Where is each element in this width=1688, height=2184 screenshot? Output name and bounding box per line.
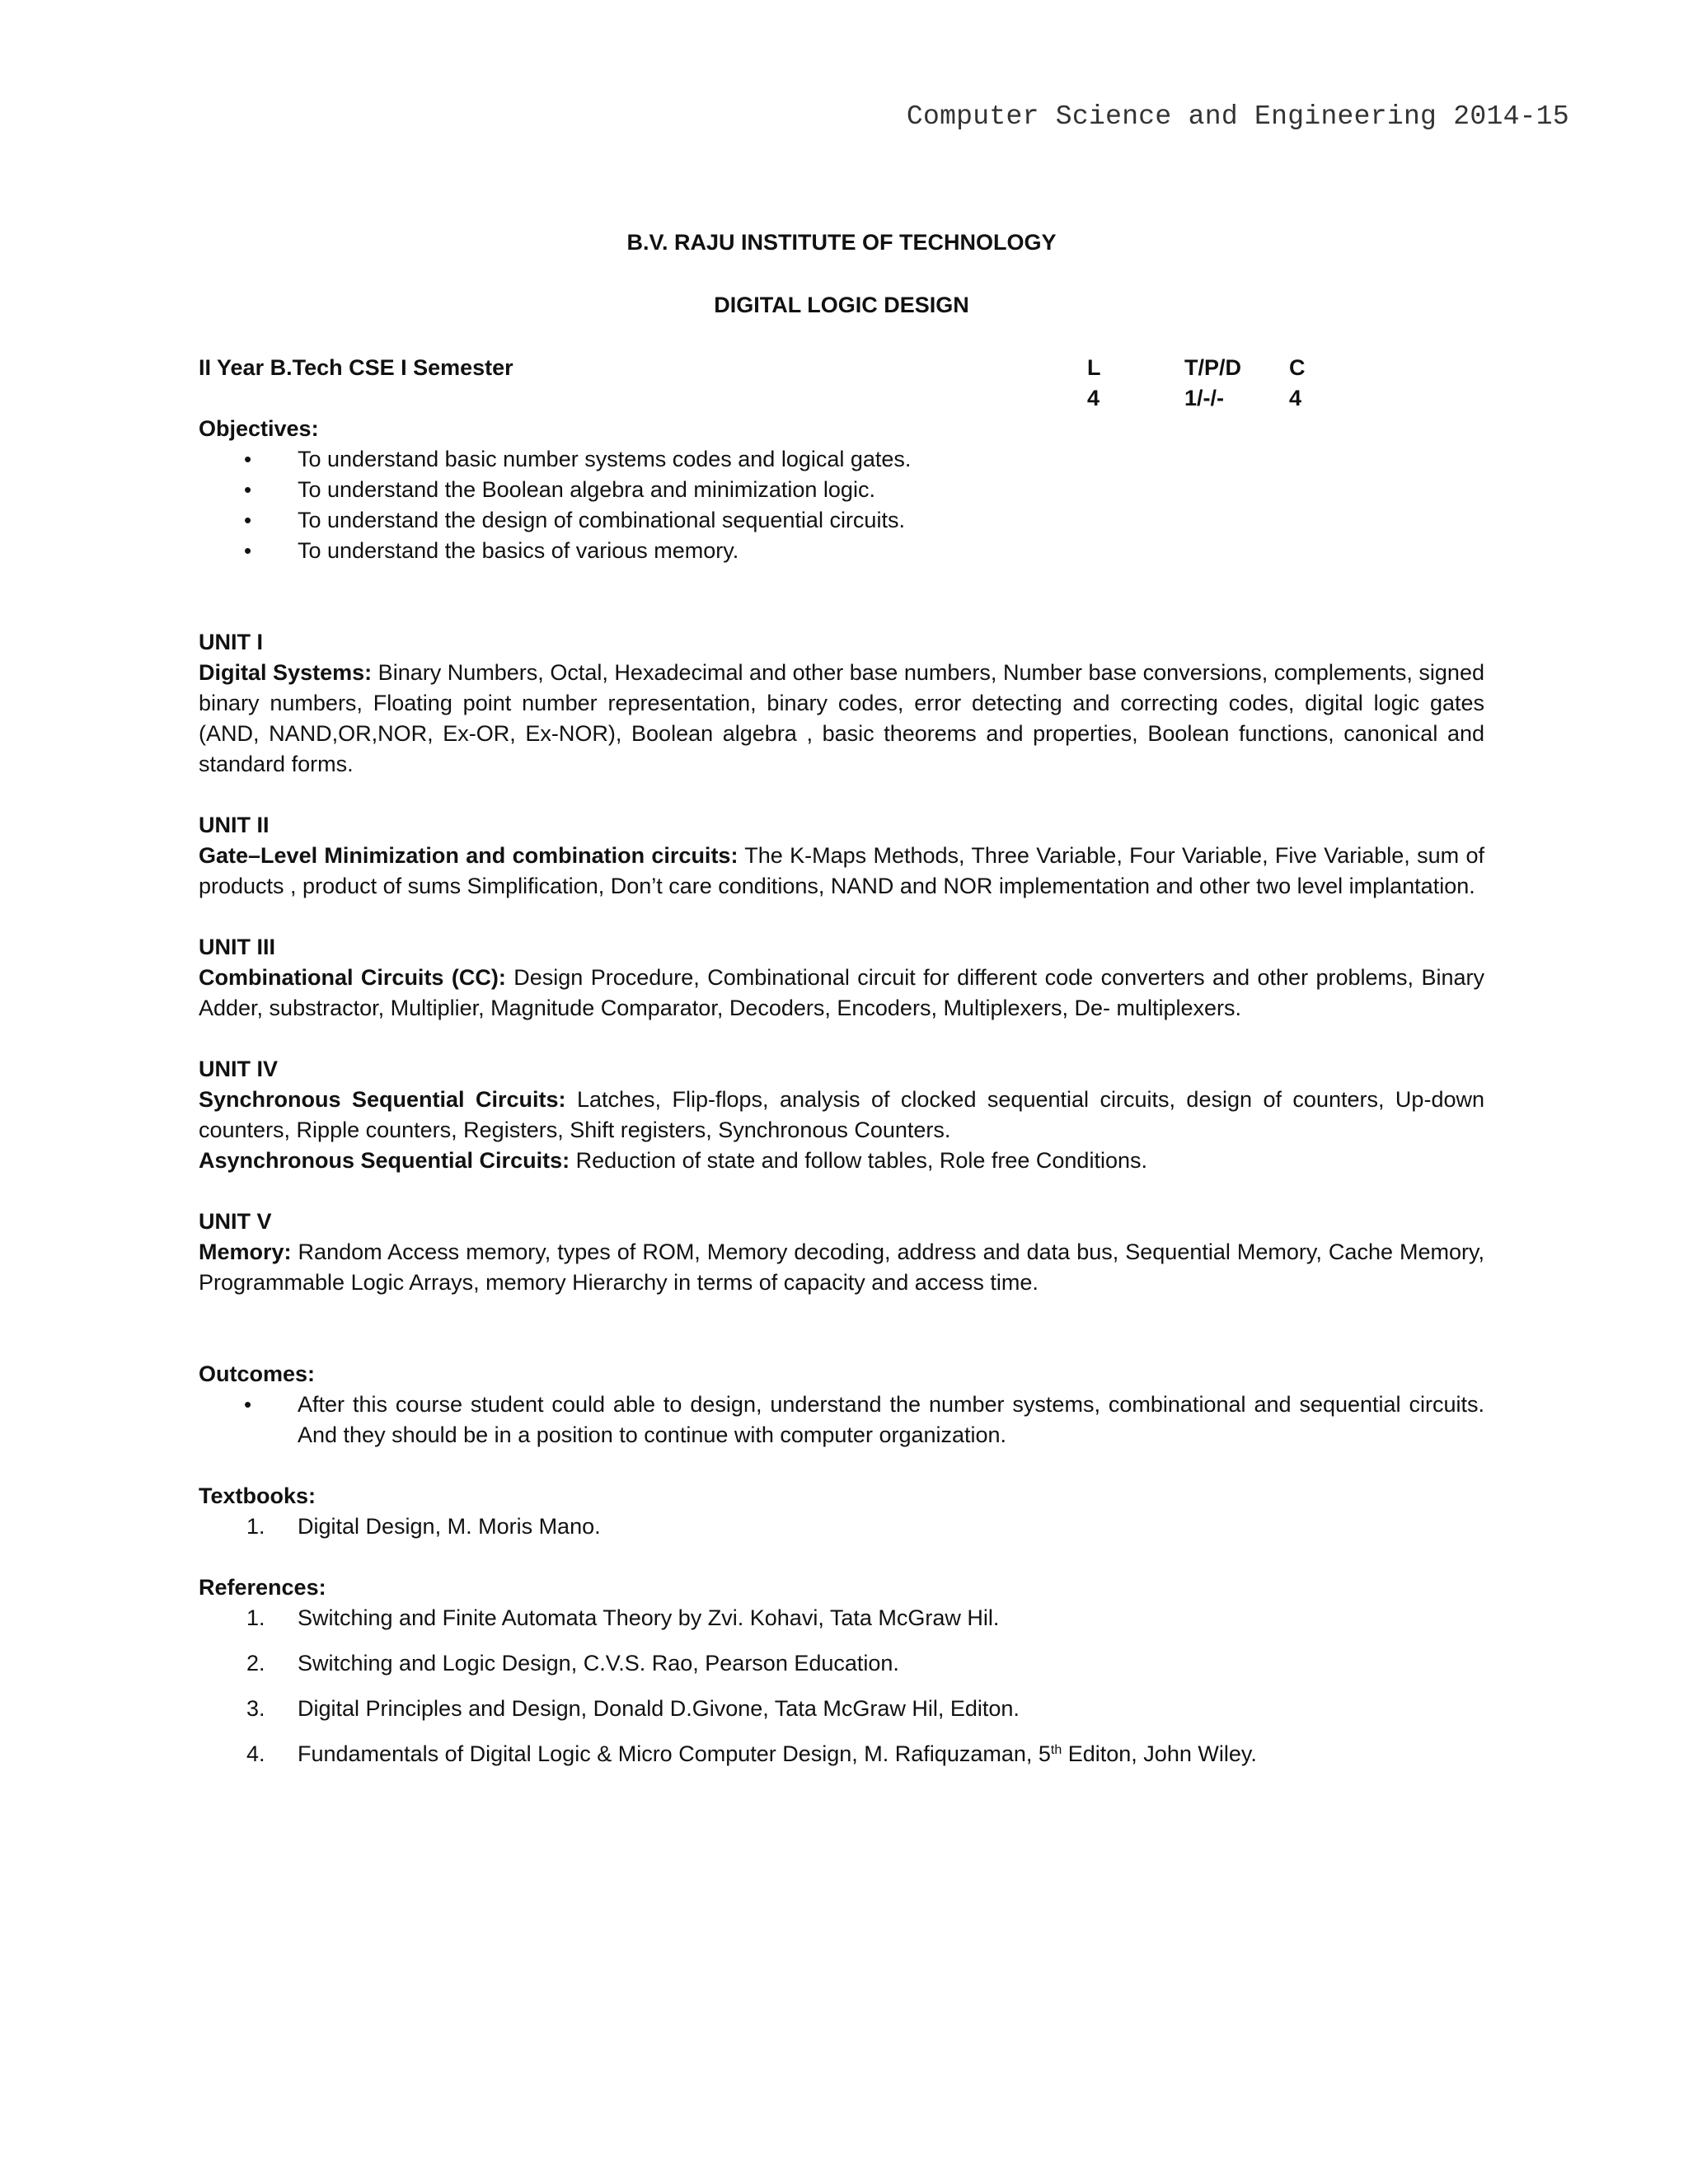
objective-text: To understand the basics of various memory. (298, 538, 739, 563)
unit-text: The K-Maps Methods, Three Variable, Four Variable, Five Variable, sum of products , product of sums Simplification, Don’t care conditions, NAND and NOR implementation and other two level implantation. (199, 843, 1484, 898)
bullet-icon: • (244, 508, 252, 532)
syllabus-content (199, 227, 1484, 1784)
list-number: 4. (246, 1741, 265, 1766)
reference-text: Switching and Logic Design, C.V.S. Rao, Pearson Education. (298, 1651, 899, 1675)
textbooks-list (199, 1511, 1484, 1542)
list-item (199, 1648, 1484, 1679)
credits-label: C (1289, 355, 1306, 380)
list-number: 1. (246, 1514, 265, 1539)
bullet-icon: • (244, 538, 252, 563)
unit-title: UNIT III (199, 935, 275, 959)
list-item (199, 1694, 1484, 1724)
unit-body (199, 658, 1484, 780)
lecture-column (1087, 353, 1101, 414)
unit-text: Reduction of state and follow tables, Role free Conditions. (570, 1148, 1147, 1173)
objectives-heading: Objectives: (199, 416, 319, 441)
unit-title: UNIT V (199, 1209, 272, 1234)
unit-text: Latches, Flip-flops, analysis of clocked sequential circuits, design of counters, Up-down counters, Ripple counters, Registers, Shift registers, Synchronous Counters. (199, 1087, 1484, 1142)
superscript: th (1050, 1743, 1062, 1757)
unit-text: Design Procedure, Combinational circuit for different code converters and other problems, Binary Adder, substractor, Multiplier, Magnitude Comparator, Decoders, Encoders, Multiplexers, De- multiplexers. (199, 965, 1484, 1020)
list-item (199, 1511, 1484, 1542)
unit-lead: Gate–Level Minimization and combination circuits: (199, 843, 738, 868)
bullet-icon: • (244, 447, 252, 471)
unit-5 (199, 1207, 1484, 1298)
reference-text: Switching and Finite Automata Theory by Zvi. Kohavi, Tata McGraw Hil. (298, 1605, 1000, 1630)
references-heading: References: (199, 1575, 326, 1600)
lecture-label: L (1087, 355, 1101, 380)
course-year: II Year B.Tech CSE I Semester (199, 355, 513, 380)
credits-column (1289, 353, 1306, 414)
bullet-icon: • (244, 1392, 252, 1417)
unit-body (199, 963, 1484, 1024)
unit-body (199, 1085, 1484, 1146)
list-item (199, 536, 1484, 566)
unit-title: UNIT II (199, 813, 270, 837)
list-item (199, 1739, 1484, 1769)
reference-text: Editon, John Wiley. (1062, 1741, 1257, 1766)
list-number: 3. (246, 1696, 265, 1721)
unit-lead: Asynchronous Sequential Circuits: (199, 1148, 570, 1173)
unit-4 (199, 1054, 1484, 1176)
list-item (199, 444, 1484, 475)
lecture-value: 4 (1087, 386, 1100, 410)
course-title: DIGITAL LOGIC DESIGN (714, 293, 969, 317)
objective-text: To understand the Boolean algebra and minimization logic. (298, 477, 875, 502)
outcome-text: After this course student could able to design, understand the number systems, combinational and sequential circuits. And they should be in a position to continue with computer organization. (298, 1392, 1484, 1447)
tpd-value: 1/-/- (1184, 386, 1225, 410)
course-info-row (199, 353, 1484, 414)
unit-body (199, 1237, 1484, 1298)
unit-body (199, 841, 1484, 902)
unit-2 (199, 810, 1484, 902)
unit-title: UNIT I (199, 630, 263, 654)
reference-text: Fundamentals of Digital Logic & Micro Computer Design, M. Rafiquzaman, 5 (298, 1741, 1051, 1766)
list-number: 2. (246, 1651, 265, 1675)
textbook-text: Digital Design, M. Moris Mano. (298, 1514, 601, 1539)
institute-name: B.V. RAJU INSTITUTE OF TECHNOLOGY (626, 230, 1057, 255)
objective-text: To understand basic number systems codes and logical gates. (298, 447, 912, 471)
tpd-column (1184, 353, 1241, 414)
credits-value: 4 (1289, 386, 1302, 410)
tpd-label: T/P/D (1184, 355, 1242, 380)
unit-body-async (199, 1146, 1484, 1176)
list-item (199, 1603, 1484, 1633)
references-list (199, 1603, 1484, 1769)
page-header: Computer Science and Engineering 2014-15 (906, 101, 1569, 132)
unit-1 (199, 627, 1484, 780)
bullet-icon: • (244, 477, 252, 502)
unit-lead: Combinational Circuits (CC): (199, 965, 506, 990)
unit-3 (199, 932, 1484, 1024)
objective-text: To understand the design of combinational sequential circuits. (298, 508, 905, 532)
outcomes-list (199, 1390, 1484, 1451)
unit-text: Binary Numbers, Octal, Hexadecimal and other base numbers, Number base conversions, complements, signed binary numbers, Floating point number representation, binary codes, error detecting and correcting codes, digital logic gates (AND, NAND,OR,NOR, Ex-OR, Ex-NOR), Boolean algebra , basic theorems and properties, Boolean functions, canonical and standard forms. (199, 660, 1484, 776)
list-number: 1. (246, 1605, 265, 1630)
unit-text: Random Access memory, types of ROM, Memory decoding, address and data bus, Sequential Memory, Cache Memory, Programmable Logic Arrays, memory Hierarchy in terms of capacity and access time. (199, 1240, 1484, 1295)
unit-lead: Memory: (199, 1240, 292, 1264)
textbooks-heading: Textbooks: (199, 1483, 316, 1508)
objectives-list (199, 444, 1484, 566)
list-item (199, 475, 1484, 505)
list-item (199, 505, 1484, 536)
outcomes-heading: Outcomes: (199, 1361, 316, 1386)
list-item (199, 1390, 1484, 1451)
unit-title: UNIT IV (199, 1057, 279, 1081)
unit-lead: Synchronous Sequential Circuits: (199, 1087, 566, 1112)
unit-lead: Digital Systems: (199, 660, 373, 685)
reference-text: Digital Principles and Design, Donald D.Givone, Tata McGraw Hil, Editon. (298, 1696, 1020, 1721)
